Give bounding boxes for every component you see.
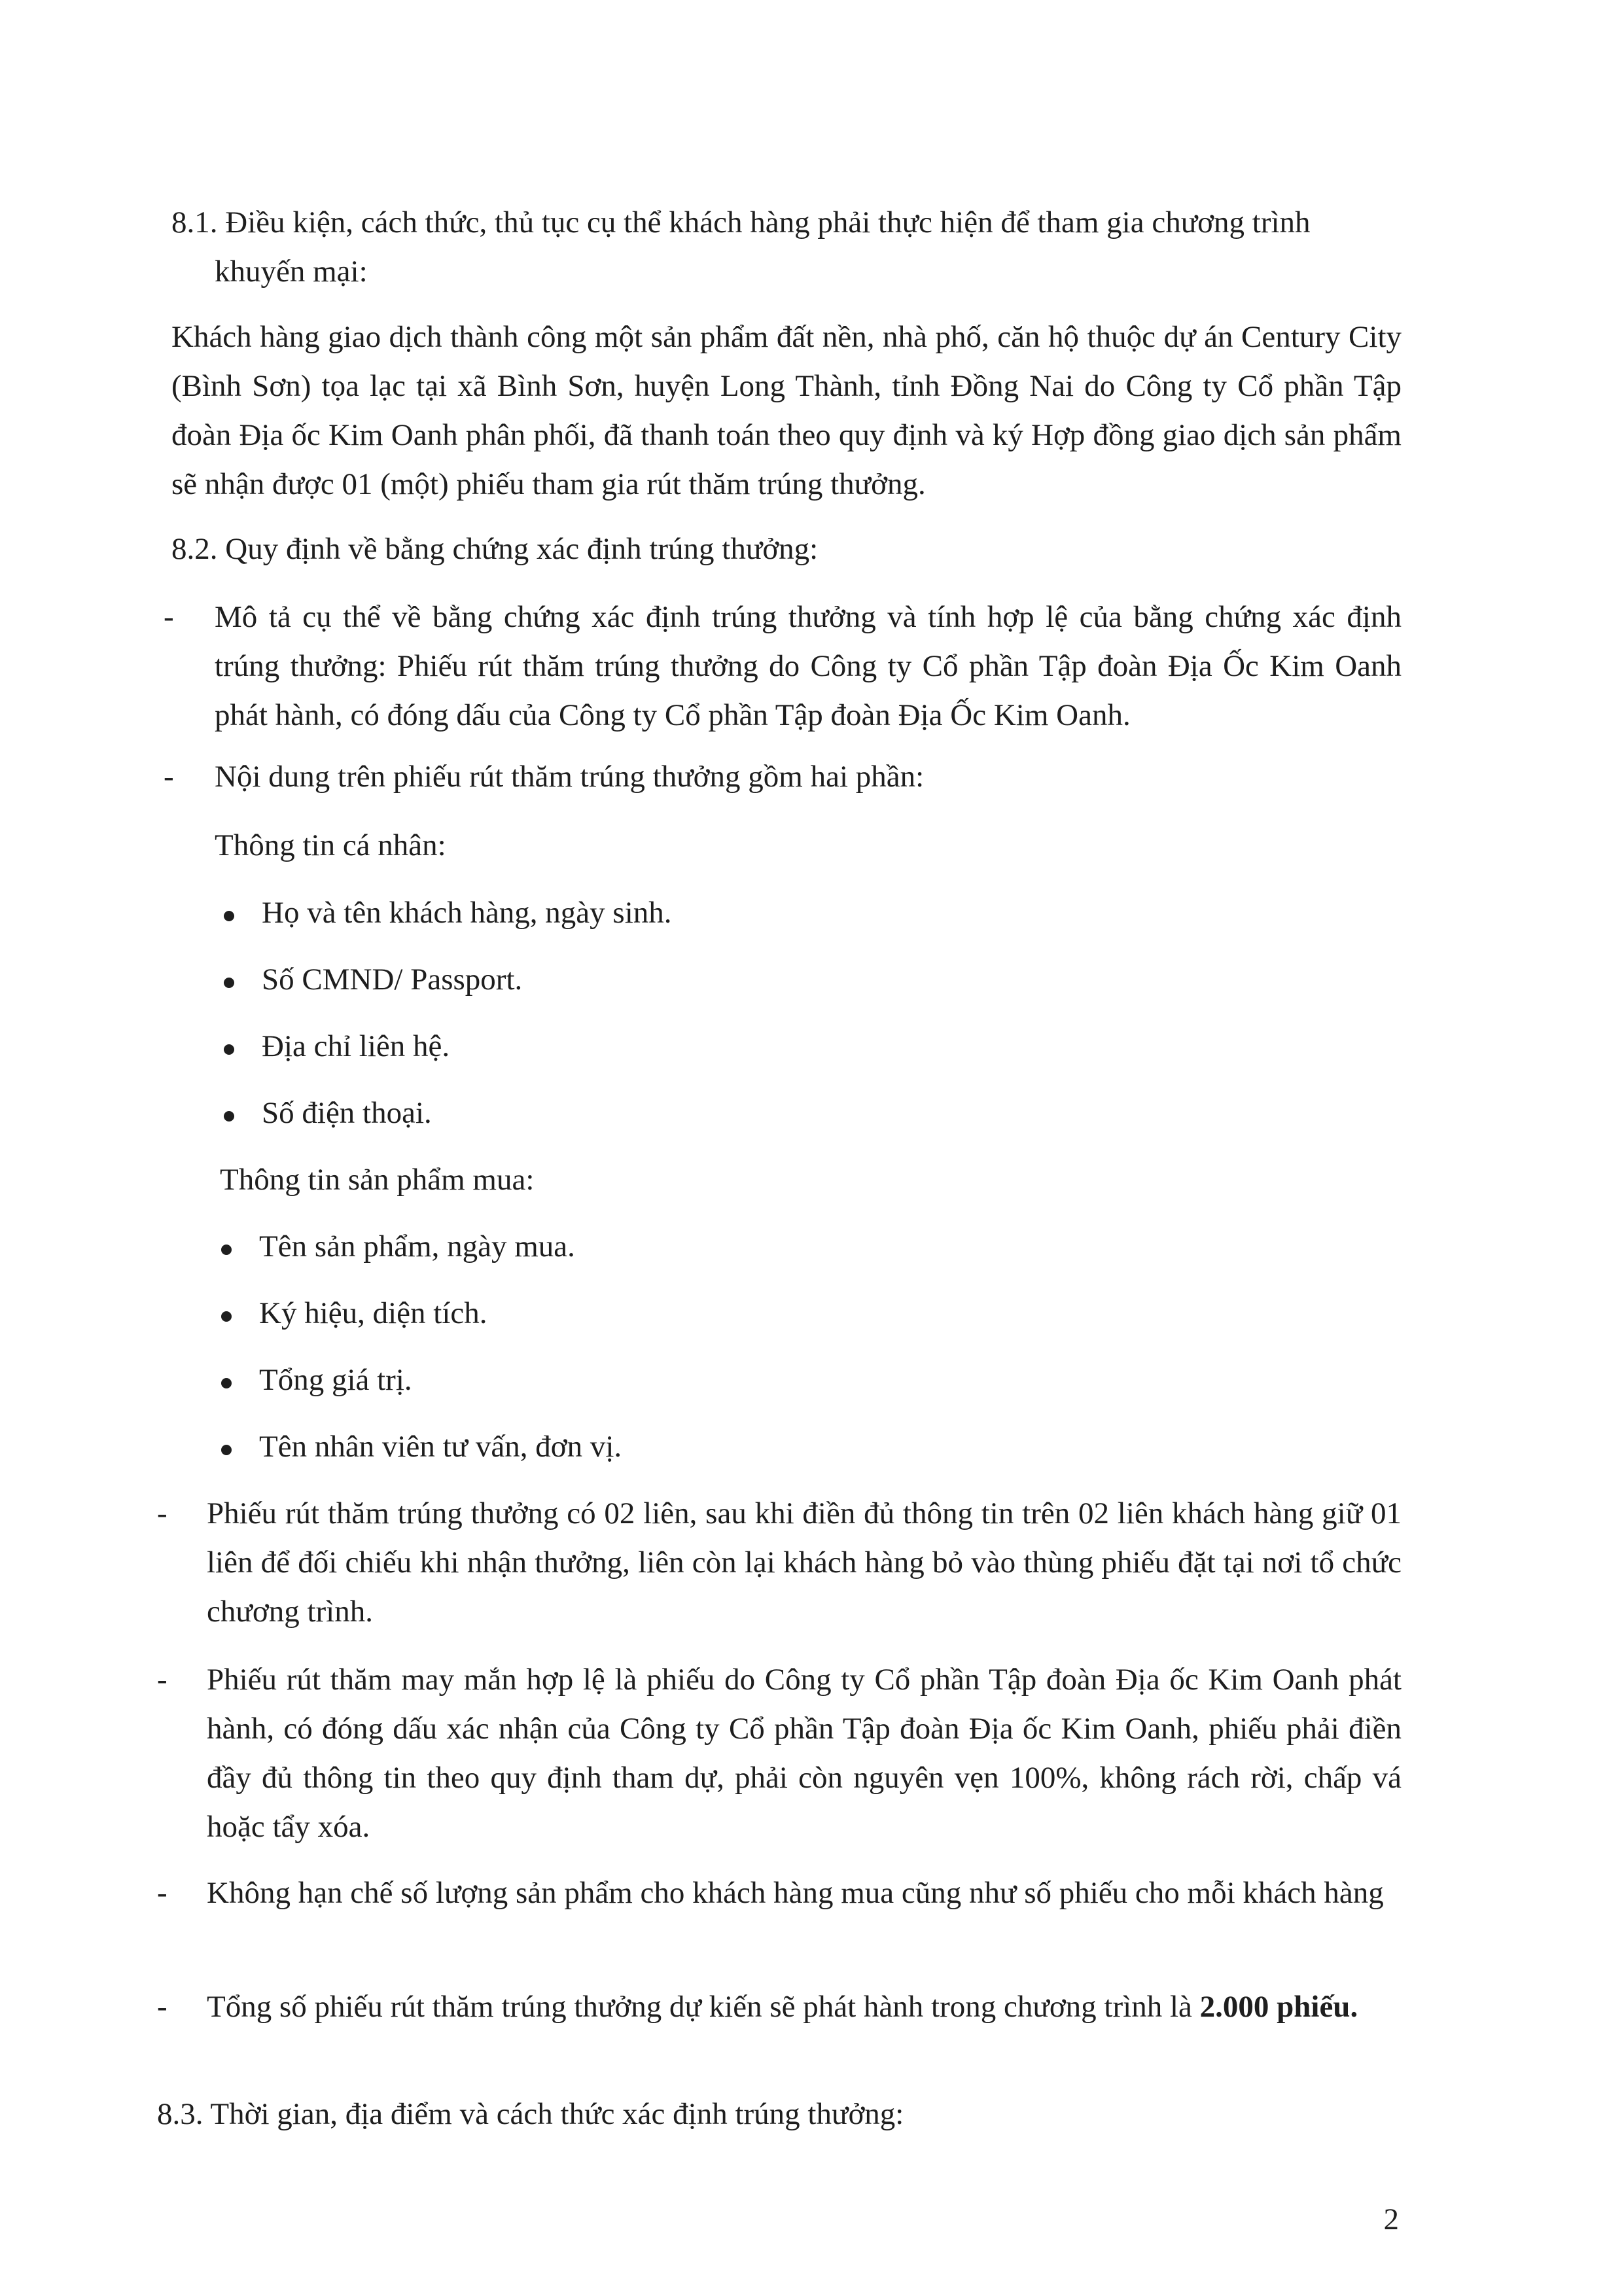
total-tickets-rule [207, 1983, 1402, 2032]
personal-info-item: Số CMND/ Passport. [262, 963, 523, 997]
bullet-icon [221, 1378, 232, 1388]
list-dash: - [164, 600, 174, 634]
list-dash: - [157, 1663, 168, 1697]
list-dash: - [157, 1496, 168, 1530]
section-8-1-heading-continued: khuyến mại: [215, 255, 368, 289]
bullet-icon [224, 911, 234, 921]
personal-info-item: Địa chỉ liên hệ. [262, 1029, 450, 1063]
section-8-3-heading: 8.3. Thời gian, địa điểm và cách thức xác định trúng thưởng: [157, 2097, 904, 2131]
personal-info-title: Thông tin cá nhân: [215, 828, 446, 862]
bullet-icon [224, 1111, 234, 1122]
evidence-description: Mô tả cụ thể về bằng chứng xác định trúng thưởng và tính hợp lệ của bằng chứng xác định trúng thưởng: Phiếu rút thăm trúng thưởng do Công ty Cổ phần Tập đoàn Địa Ốc Kim Oanh phát hành, có đóng dấu của Công ty Cổ phần Tập đoàn Địa Ốc Kim Oanh. [215, 600, 1402, 732]
page-number: 2 [1383, 2202, 1399, 2236]
product-info-item: Ký hiệu, diện tích. [259, 1296, 487, 1330]
product-info-item: Tên sản phẩm, ngày mua. [259, 1229, 575, 1263]
section-8-2-heading: 8.2. Quy định về bằng chứng xác định trúng thưởng: [171, 532, 819, 566]
product-info-item: Tên nhân viên tư vấn, đơn vị. [259, 1430, 622, 1464]
section-8-1-body: Khách hàng giao dịch thành công một sản phẩm đất nền, nhà phố, căn hộ thuộc dự án Century City (Bình Sơn) tọa lạc tại xã Bình Sơn, huyện Long Thành, tỉnh Đồng Nai do Công ty Cổ phần Tập đoàn Địa ốc Kim Oanh phân phối, đã thanh toán theo quy định và ký Hợp đồng giao dịch sản phẩm sẽ nhận được 01 (một) phiếu tham gia rút thăm trúng thưởng. [171, 320, 1402, 501]
total-tickets-value: 2.000 phiếu. [1199, 1990, 1358, 2024]
no-quantity-limit-rule: Không hạn chế số lượng sản phẩm cho khách hàng mua cũng như số phiếu cho mỗi khách hàng [207, 1876, 1384, 1910]
bullet-icon [221, 1445, 232, 1455]
product-info-title: Thông tin sản phẩm mua: [220, 1163, 535, 1197]
product-info-item: Tổng giá trị. [259, 1363, 412, 1397]
bullet-icon [224, 1044, 234, 1055]
list-dash: - [164, 760, 174, 794]
bullet-icon [221, 1245, 232, 1255]
personal-info-item: Họ và tên khách hàng, ngày sinh. [262, 896, 672, 930]
section-8-1-heading: 8.1. Điều kiện, cách thức, thủ tục cụ thể khách hàng phải thực hiện để tham gia chương trình [171, 205, 1311, 239]
ticket-copies-rule: Phiếu rút thăm trúng thưởng có 02 liên, sau khi điền đủ thông tin trên 02 liên khách hàng giữ 01 liên để đối chiếu khi nhận thưởng, liên còn lại khách hàng bỏ vào thùng phiếu đặt tại nơi tổ chức chương trình. [207, 1496, 1402, 1629]
total-tickets-text: Tổng số phiếu rút thăm trúng thưởng dự kiến sẽ phát hành trong chương trình là [207, 1990, 1192, 2024]
valid-ticket-rule: Phiếu rút thăm may mắn hợp lệ là phiếu do Công ty Cổ phần Tập đoàn Địa ốc Kim Oanh phát hành, có đóng dấu xác nhận của Công ty Cổ phần Tập đoàn Địa ốc Kim Oanh, phiếu phải điền đầy đủ thông tin theo quy định tham dự, phải còn nguyên vẹn 100%, không rách rời, chấp vá hoặc tẩy xóa. [207, 1663, 1402, 1844]
ticket-content-intro: Nội dung trên phiếu rút thăm trúng thưởng gồm hai phần: [215, 760, 925, 794]
list-dash: - [157, 1990, 168, 2024]
bullet-icon [224, 978, 234, 988]
personal-info-item: Số điện thoại. [262, 1096, 432, 1130]
bullet-icon [221, 1311, 232, 1322]
list-dash: - [157, 1876, 168, 1910]
